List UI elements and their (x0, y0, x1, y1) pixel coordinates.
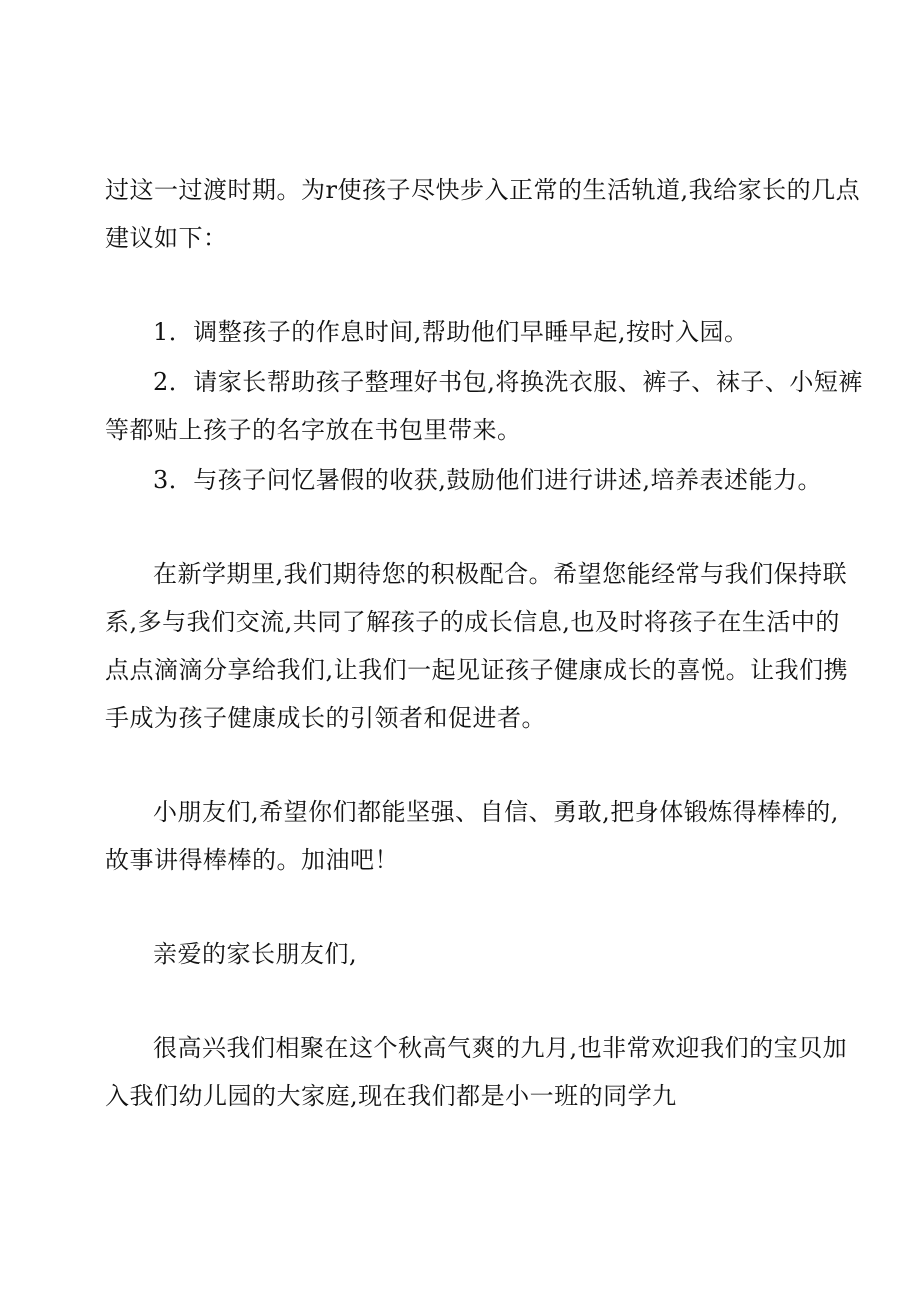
text-line: 手成为孩子健康成长的引领者和促进者。 (105, 704, 546, 732)
suggestion-item-3 (105, 456, 825, 504)
text-line: 2．请家长帮助孩子整理好书包,将换洗衣服、裤子、袜子、小短裤 (153, 368, 863, 396)
suggestion-item-1 (105, 308, 825, 356)
text-line: 过这一过渡时期。为r使孩子尽快步入正常的生活轨道,我给家长的几点 (105, 176, 861, 204)
text-line: 入我们幼儿园的大家庭,现在我们都是小一班的同学九 (105, 1082, 677, 1110)
text-line: 3．与孩子问忆暑假的收获,鼓励他们进行讲述,培养表述能力。 (153, 466, 823, 494)
text-line: 小朋友们,希望你们都能坚强、自信、勇敢,把身体锻炼得棒棒的, (153, 798, 839, 826)
paragraph-transition-intro (105, 166, 861, 262)
text-line: 1．调整孩子的作息时间,帮助他们早睡早起,按时入园。 (153, 318, 749, 346)
paragraph-new-semester (105, 550, 849, 742)
text-line: 系,多与我们交流,共同了解孩子的成长信息,也及时将孩子在生活中的 (105, 608, 840, 636)
greeting-line (105, 930, 825, 978)
text-line: 在新学期里,我们期待您的积极配合。希望您能经常与我们保持联 (153, 560, 848, 588)
suggestion-item-2 (105, 358, 863, 454)
text-line: 亲爱的家长朋友们, (153, 940, 358, 968)
paragraph-children (105, 788, 839, 884)
text-line: 点点滴滴分享给我们,让我们一起见证孩子健康成长的喜悦。让我们携 (105, 656, 849, 684)
text-line: 故事讲得棒棒的。加油吧！ (105, 846, 399, 874)
text-line: 等都贴上孩子的名字放在书包里带来。 (105, 416, 522, 444)
paragraph-welcome (105, 1024, 848, 1120)
text-line: 很高兴我们相聚在这个秋高气爽的九月,也非常欢迎我们的宝贝加 (153, 1034, 848, 1062)
text-line: 建议如下： (105, 224, 228, 252)
